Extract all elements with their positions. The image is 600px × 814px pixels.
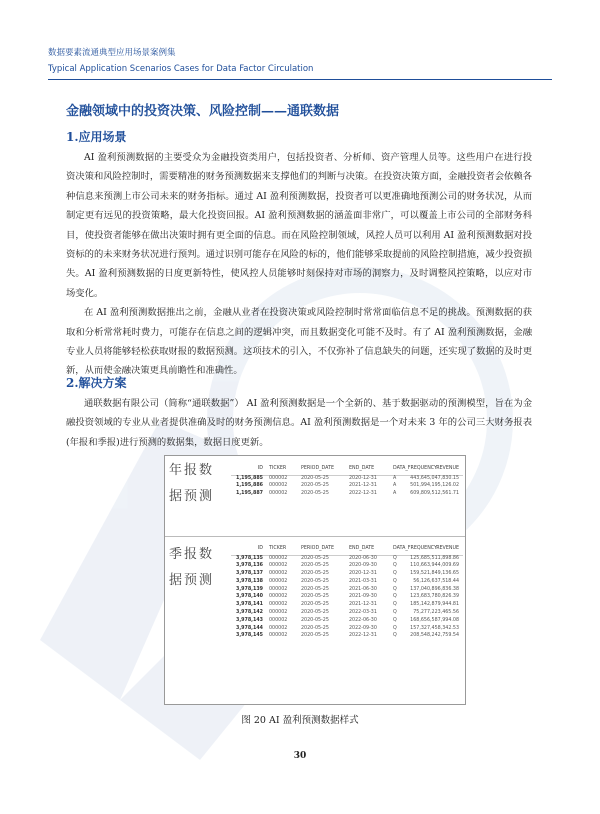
annual-cell: 2021-12-31 <box>349 483 377 489</box>
section1-heading: 1.应用场景 <box>66 130 127 144</box>
quarter-cell: 159,521,849,136.65 <box>410 571 459 577</box>
figure-caption: 图 20 AI 盈利预测数据样式 <box>241 715 359 726</box>
quarter-cell: 000002 <box>269 586 288 592</box>
annual-col-header: PERIOD_DATE <box>301 466 335 471</box>
quarter-cell: 000002 <box>269 555 288 561</box>
quarter-cell: 2020-12-31 <box>349 571 377 577</box>
quarter-cell: 2020-05-25 <box>301 594 329 600</box>
annual-table <box>231 466 463 499</box>
quarter-cell: 137,040,896,836.38 <box>410 586 459 592</box>
quarter-cell: 2021-12-31 <box>349 602 377 608</box>
annual-cell: 2020-12-31 <box>349 475 377 481</box>
quarter-cell: 2020-05-25 <box>301 602 329 608</box>
annual-cell: 2020-05-25 <box>301 475 329 481</box>
quarter-cell: 000002 <box>269 625 288 631</box>
quarter-col-header: DATA_FREQUENCY <box>393 546 437 551</box>
annual-col-header: REVENUE <box>436 466 459 471</box>
quarter-col-header: END_DATE <box>349 546 375 551</box>
quarter-cell: Q <box>393 578 397 584</box>
annual-col-header: TICKER <box>269 466 287 471</box>
annual-row <box>231 491 463 499</box>
quarter-row <box>231 579 463 587</box>
quarter-cell: 000002 <box>269 610 288 616</box>
quarter-cell: Q <box>393 594 397 600</box>
annual-cell: 1,195,886 <box>235 483 263 489</box>
quarter-row <box>231 571 463 579</box>
quarter-cell: 157,327,458,342.53 <box>410 625 459 631</box>
quarter-row <box>231 563 463 571</box>
quarter-cell: 2020-05-25 <box>301 610 329 616</box>
annual-cell: 000002 <box>269 491 288 497</box>
quarter-cell: 2022-03-31 <box>349 610 377 616</box>
quarter-cell: Q <box>393 555 397 561</box>
quarter-col-header: REVENUE <box>436 546 459 551</box>
quarter-cell: Q <box>393 602 397 608</box>
annual-cell: 000002 <box>269 483 288 489</box>
quarter-cell: 2020-05-25 <box>301 555 329 561</box>
section2-body <box>66 394 532 452</box>
quarter-cell: 2020-05-25 <box>301 571 329 577</box>
quarter-cell: 000002 <box>269 594 288 600</box>
quarter-cell: 2020-05-25 <box>301 586 329 592</box>
quarter-cell: 208,548,242,759.54 <box>410 633 459 639</box>
header-title-cn: 数据要素流通典型应用场景案例集 <box>48 48 176 58</box>
page-number: 30 <box>293 751 307 761</box>
figure-data-sample <box>164 455 466 705</box>
quarter-col-header: PERIOD_DATE <box>301 546 335 551</box>
annual-col-header: DATA_FREQUENCY <box>393 466 437 471</box>
quarter-cell: Q <box>393 571 397 577</box>
annual-cell: 501,994,195,126.02 <box>410 483 459 489</box>
annual-cell: 1,195,885 <box>235 475 263 481</box>
annual-col-header: ID <box>257 466 263 471</box>
quarter-cell: 000002 <box>269 602 288 608</box>
annual-cell: 000002 <box>269 475 288 481</box>
quarter-cell: 125,685,511,898.86 <box>410 555 459 561</box>
quarter-cell: Q <box>393 563 397 569</box>
annual-section <box>165 456 465 534</box>
annual-cell: A <box>393 483 397 489</box>
quarter-section <box>165 540 465 700</box>
quarter-cell: 2020-06-30 <box>349 555 377 561</box>
quarter-cell: 3,978,141 <box>235 602 263 608</box>
quarter-cell: 3,978,136 <box>235 563 263 569</box>
annual-cell: 2020-05-25 <box>301 483 329 489</box>
section2-paragraph-1: 通联数据有限公司（简称“通联数据”） AI 盈利预测数据是一个全新的、基于数据驱动的预测模型，旨在为金融投资领域的专业从业者提供准确及时的财务预测信息。AI 盈利预测数据是一个对未来 3 年的公司三大财务报表(年报和季报)进行预测的数据集，数据日度更新。 <box>66 398 532 448</box>
quarter-cell: 110,663,944,009.69 <box>410 563 459 569</box>
quarter-label: 季报数据预测 <box>169 547 215 588</box>
figure-divider <box>165 536 465 537</box>
quarter-cell: 2020-09-30 <box>349 563 377 569</box>
annual-row <box>231 483 463 491</box>
quarter-cell: 3,978,138 <box>235 578 263 584</box>
annual-label: 年报数据预测 <box>169 463 215 504</box>
quarter-cell: 3,978,139 <box>235 586 263 592</box>
annual-cell: 443,645,047,830.15 <box>410 475 459 481</box>
annual-cell: 1,195,887 <box>235 491 263 497</box>
quarter-header-row <box>231 546 463 556</box>
quarter-cell: 2020-05-25 <box>301 625 329 631</box>
quarter-cell: 000002 <box>269 563 288 569</box>
quarter-cell: Q <box>393 610 397 616</box>
quarter-cell: 123,683,780,826.39 <box>410 594 459 600</box>
quarter-cell: 56,126,637,518.44 <box>413 578 459 584</box>
section2-heading: 2.解决方案 <box>66 376 127 390</box>
quarter-cell: 000002 <box>269 617 288 623</box>
page-title: 金融领域中的投资决策、风险控制——通联数据 <box>66 104 340 119</box>
section1-body <box>66 148 532 381</box>
section1-paragraph-2: 在 AI 盈利预测数据推出之前，金融从业者在投资决策或风险控制时常常面临信息不足的挑战。预测数据的获取和分析常常耗时费力，可能存在信息之间的逻辑冲突，而且数据变化可能不及时。有了 AI 盈利预测数据，金融专业人员将能够轻松获取财报的数据预测。这项技术的引入，不仅弥补了信息缺失的问题，还实现了数据的及时更新，从而使金融决策更具前瞻性和准确性。 <box>66 307 532 377</box>
quarter-cell: 2021-03-31 <box>349 578 377 584</box>
quarter-cell: 000002 <box>269 578 288 584</box>
quarter-row <box>231 618 463 626</box>
quarter-cell: 2022-09-30 <box>349 625 377 631</box>
annual-cell: A <box>393 475 397 481</box>
annual-cell: 2020-05-25 <box>301 491 329 497</box>
annual-cell: 609,809,512,561.71 <box>410 491 459 497</box>
quarter-cell: 2022-06-30 <box>349 617 377 623</box>
annual-cell: A <box>393 491 397 497</box>
quarter-cell: 2022-12-31 <box>349 633 377 639</box>
quarter-table <box>231 546 463 641</box>
quarter-cell: 3,978,144 <box>235 625 263 631</box>
quarter-cell: Q <box>393 617 397 623</box>
annual-cell: 2022-12-31 <box>349 491 377 497</box>
quarter-cell: 3,978,143 <box>235 617 263 623</box>
quarter-cell: 2021-06-30 <box>349 586 377 592</box>
quarter-cell: 2020-05-25 <box>301 578 329 584</box>
quarter-cell: 2021-09-30 <box>349 594 377 600</box>
quarter-cell: 2020-05-25 <box>301 617 329 623</box>
quarter-cell: Q <box>393 633 397 639</box>
quarter-cell: 2020-05-25 <box>301 563 329 569</box>
quarter-cell: 3,978,145 <box>235 633 263 639</box>
quarter-cell: 000002 <box>269 571 288 577</box>
quarter-col-header: TICKER <box>269 546 287 551</box>
quarter-cell: Q <box>393 625 397 631</box>
quarter-cell: 3,978,137 <box>235 571 263 577</box>
quarter-cell: Q <box>393 586 397 592</box>
quarter-col-header: ID <box>257 546 263 551</box>
section1-paragraph-1: AI 盈利预测数据的主要受众为金融投资类用户，包括投资者、分析师、资产管理人员等。这些用户在进行投资决策和风险控制时，需要精准的财务预测数据来支撑他们的判断与决策。在投资决策方面，金融投资者会依赖各种信息来预测上市公司未来的财务指标。通过 AI 盈利预测数据，投资者可以更准确地预测公司的财务状况，从而制定更有远见的投资策略，最大化投资回报。AI 盈利预测数据的涵盖面非常广，可以覆盖上市公司的全部财务科目，使投资者能够在做出决策时拥有更全面的信息。而在风险控制领域，风控人员可以利用 AI 盈利预测数据对投资标的的未来财务状况进行预判。通过识别可能存在风险的标的，他们能够采取提前的风险控制措施，减少投资损失。AI 盈利预测数据的日度更新特性，使风控人员能够时刻保持对市场的洞察力，及时调整风控策略，以应对市场变化。 <box>66 152 532 299</box>
quarter-row <box>231 633 463 641</box>
annual-col-header: END_DATE <box>349 466 375 471</box>
quarter-cell: 75,277,223,465.56 <box>413 610 459 616</box>
quarter-row <box>231 610 463 618</box>
header-divider <box>48 79 552 80</box>
quarter-cell: 000002 <box>269 633 288 639</box>
quarter-cell: 185,142,879,944.81 <box>410 602 459 608</box>
header-title-en: Typical Application Scenarios Cases for Data Factor Circulation <box>48 64 314 74</box>
quarter-row <box>231 602 463 610</box>
annual-header-row <box>231 466 463 476</box>
quarter-cell: 3,978,135 <box>235 555 263 561</box>
quarter-cell: 2020-05-25 <box>301 633 329 639</box>
quarter-cell: 3,978,140 <box>235 594 263 600</box>
quarter-cell: 3,978,142 <box>235 610 263 616</box>
quarter-cell: 168,656,587,994.08 <box>410 617 459 623</box>
